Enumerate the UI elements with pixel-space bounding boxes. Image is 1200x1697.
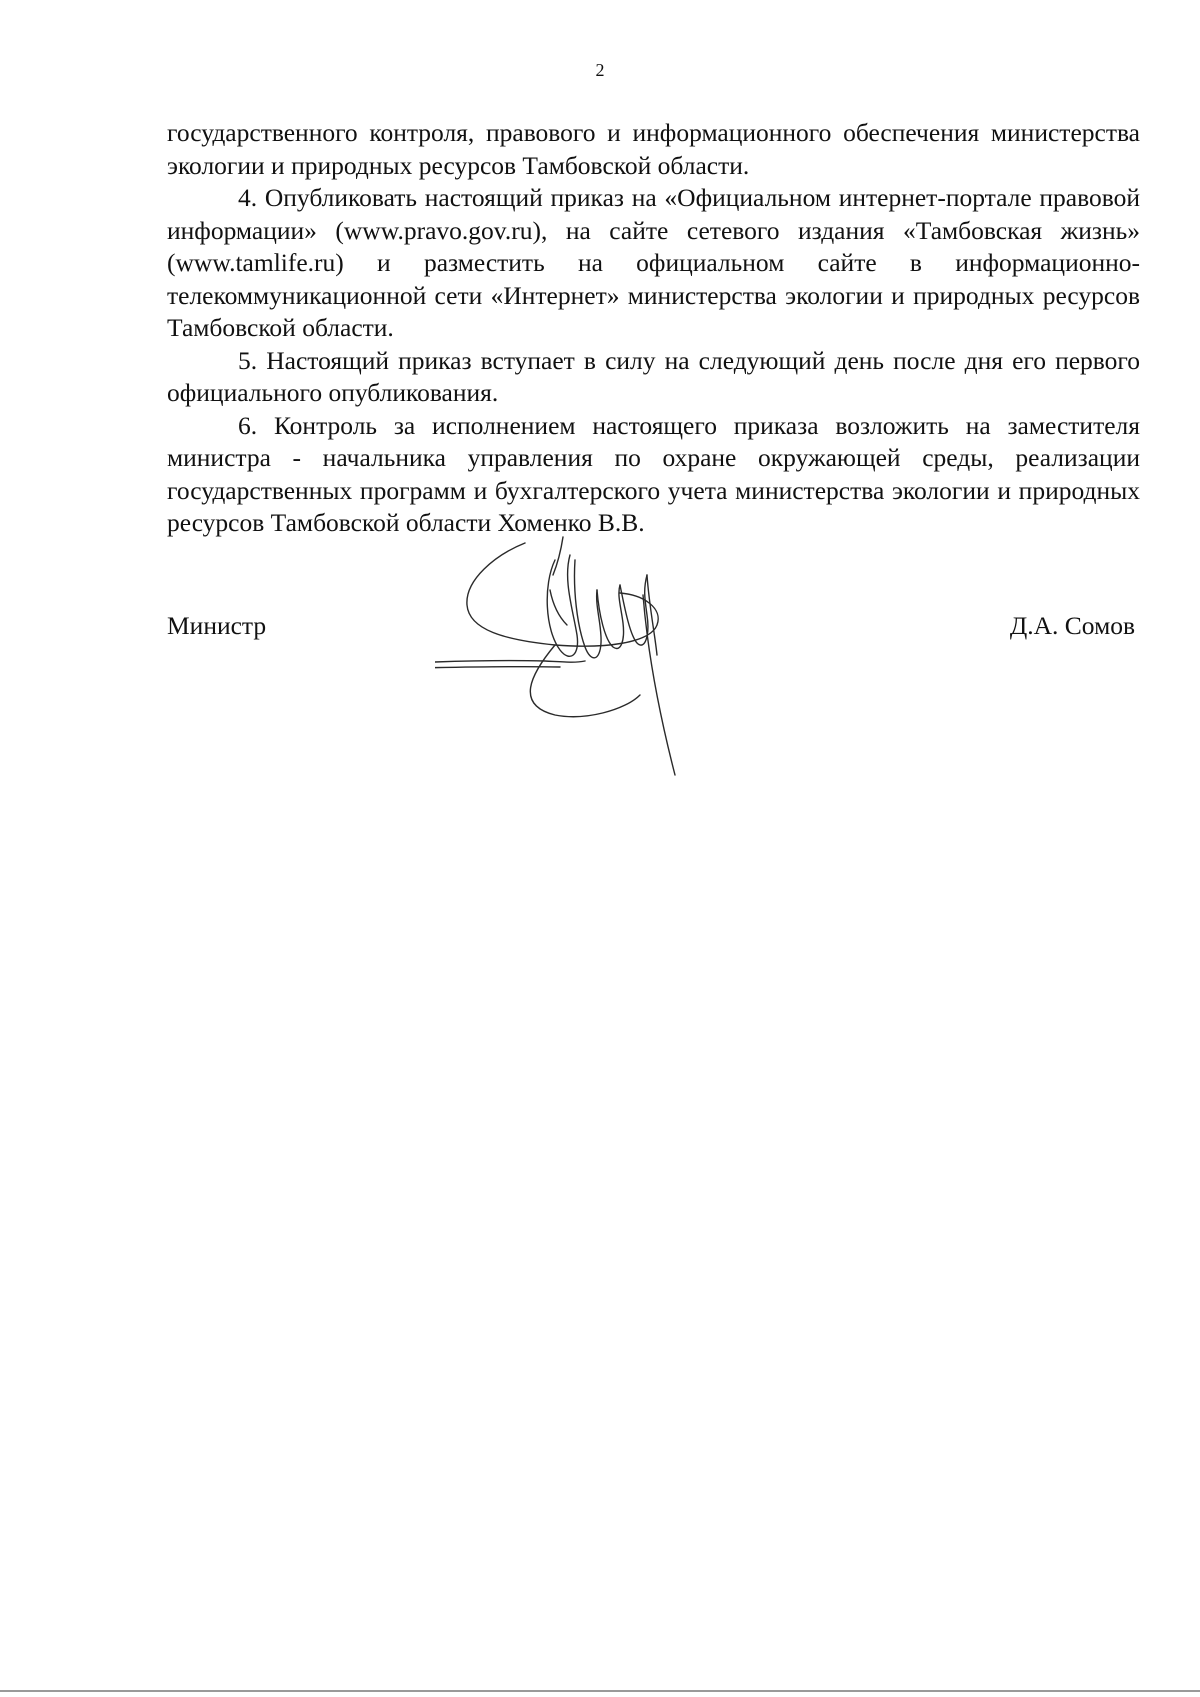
paragraph-item-5: 5. Настоящий приказ вступает в силу на следующий день после дня его первого официального опубликования. bbox=[167, 345, 1140, 407]
paragraph-item-6: 6. Контроль за исполнением настоящего приказа возложить на заместителя министра - начальника управления по охране окружающей среды, реализации государственных программ и бухгалтерского учета министерства экологии и природных ресурсов Тамбовской области Хоменко В.В. bbox=[167, 410, 1140, 537]
page-number: 2 bbox=[595, 60, 605, 80]
handwritten-signature bbox=[435, 535, 735, 815]
paragraph-continuation: государственного контроля, правового и информационного обеспечения министерства экологии и природных ресурсов Тамбовской области. bbox=[167, 118, 1140, 180]
signer-name: Д.А. Сомов bbox=[1009, 611, 1135, 640]
bottom-edge-line bbox=[0, 1690, 1200, 1692]
signer-title: Министр bbox=[167, 611, 267, 640]
paragraph-item-4: 4. Опубликовать настоящий приказ на «Официальном интернет-портале правовой информации» (www.pravo.gov.ru), на сайте сетевого издания «Тамбовская жизнь» (www.tamlife.ru) и разместить на официальном сайте в информационно-телекоммуникационной сети «Интернет» министерства экологии и природных ресурсов Тамбовской области. bbox=[167, 183, 1140, 342]
document-body bbox=[167, 117, 1140, 540]
